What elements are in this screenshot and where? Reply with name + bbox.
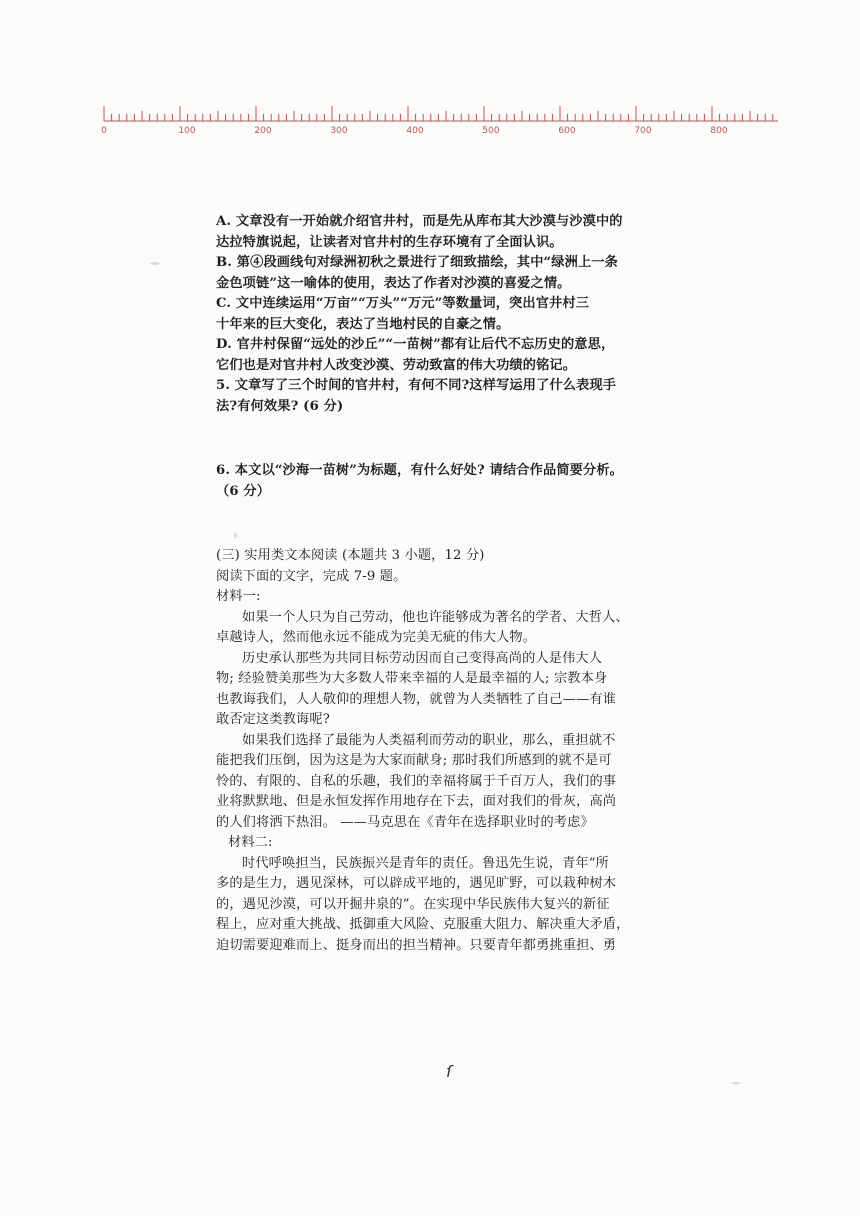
page-mark: ſ (446, 1062, 452, 1081)
paragraph-line: 物; 经验赞美那些为大多数人带来幸福的人是最幸福的人; 宗教本身 (216, 671, 608, 686)
material-1-paragraph-2 (216, 649, 726, 731)
paragraph-line: 卓越诗人，然而他永远不能成为完美无疵的伟大人物。 (216, 630, 537, 645)
paragraph-line: 也教诲我们，人人敬仰的理想人物，就曾为人类牺牲了自己——有谁 (216, 691, 617, 707)
paragraph-line: 如果我们选择了最能为人类福利而劳动的职业，那么，重担就不 (242, 732, 616, 748)
material-2-paragraph (216, 854, 726, 957)
document-body (216, 212, 726, 956)
option-b-line-2: 金色项链”这一喻体的使用，表达了作者对沙漠的喜爱之情。 (216, 275, 571, 291)
ruler-label: 600 (558, 126, 576, 136)
scan-smudge (732, 1082, 740, 1084)
section-3-heading: (三) 实用类文本阅读 (本题共 3 小题，12 分) (216, 548, 485, 563)
ruler-label: 0 (101, 126, 107, 136)
ruler-label: 700 (634, 126, 652, 136)
ruler-label: 400 (406, 126, 424, 136)
paragraph-line: 怜的、有限的、自私的乐趣，我们的幸福将属于千百万人，我们的事 (216, 773, 617, 789)
option-b-line-1: B. 第④段画线句对绿洲初秋之景进行了细致描绘，其中“绿洲上一条 (216, 255, 618, 270)
paragraph-line: 能把我们压倒，因为这是为大家而献身; 那时我们所感到的就不是可 (216, 753, 612, 768)
paragraph-line: 的人们将洒下热泪。 ——马克思在《青年在选择职业时的考虑》 (216, 814, 594, 830)
paragraph-line: 程上，应对重大挑战、抵御重大风险、克服重大阻力、解决重大矛盾， (216, 917, 630, 932)
ruler-ticks (100, 104, 780, 124)
ruler-label: 300 (330, 126, 348, 136)
material-2-label: 材料二: (228, 835, 273, 850)
option-d-line-2: 它们也是对官井村人改变沙漠、劳动致富的伟大功绩的铭记。 (216, 357, 577, 373)
section-3-instruction: 阅读下面的文字，完成 7-9 题。 (216, 568, 407, 584)
question-6 (216, 461, 726, 502)
paragraph-line: 如果一个人只为自己劳动，他也许能够成为著名的学者、大哲人、 (242, 609, 629, 625)
question-5-line-2: 法?有何效果? (6 分) (216, 398, 344, 414)
ruler-label: 100 (178, 126, 196, 136)
paragraph-line: 迫切需要迎难而上、挺身而出的担当精神。只要青年都勇挑重担、勇 (216, 937, 617, 953)
paragraph-line: 多的是生力，遇见深林，可以辟成平地的，遇见旷野，可以栽种树木 (216, 876, 617, 891)
paragraph-line: 业将默默地、但是永恒发挥作用地存在下去，面对我们的骨灰，高尚 (216, 794, 617, 809)
material-1-label: 材料一: (216, 589, 261, 604)
question-5 (216, 376, 726, 417)
option-c-line-1: C. 文中连续运用“万亩”“万头”“万元”等数量词，突出官井村三 (216, 296, 590, 311)
ruler-label: 200 (254, 126, 272, 136)
material-1-paragraph-1 (216, 608, 726, 649)
question-5-line-1: 5. 文章写了三个时间的官井村，有何不同?这样写运用了什么表现手 (216, 378, 617, 393)
paragraph-line: 的，遇见沙漠，可以开掘井泉的”。在实现中华民族伟大复兴的新征 (216, 896, 610, 912)
ruler (100, 104, 780, 144)
question-6-line-2: （6 分） (216, 483, 271, 499)
material-1-paragraph-3 (216, 731, 726, 834)
option-c-line-2: 十年来的巨大变化，表达了当地村民的自豪之情。 (216, 316, 510, 332)
paragraph-line: 历史承认那些为共同目标劳动因而自己变得高尚的人是伟大人 (242, 650, 603, 666)
scan-smudge (234, 533, 237, 538)
question-4-options (216, 212, 726, 376)
question-6-line-1: 6. 本文以“沙海一苗树”为标题，有什么好处? 请结合作品简要分析。 (216, 463, 624, 478)
option-a-line-2: 达拉特旗说起，让读者对官井村的生存环境有了全面认识。 (216, 234, 563, 250)
ruler-label: 500 (482, 126, 500, 136)
option-d-line-1: D. 官井村保留“远处的沙丘”“一苗树”都有让后代不忘历史的意思， (216, 337, 615, 352)
scan-smudge (150, 262, 160, 265)
option-a-line-1: A. 文章没有一开始就介绍官井村，而是先从库布其大沙漠与沙漠中的 (216, 214, 623, 229)
paragraph-line: 时代呼唤担当，民族振兴是青年的责任。鲁迅先生说，青年“所 (242, 855, 610, 871)
ruler-label: 800 (710, 126, 728, 136)
paragraph-line: 敢否定这类教诲呢? (216, 712, 330, 727)
section-3 (216, 546, 726, 956)
